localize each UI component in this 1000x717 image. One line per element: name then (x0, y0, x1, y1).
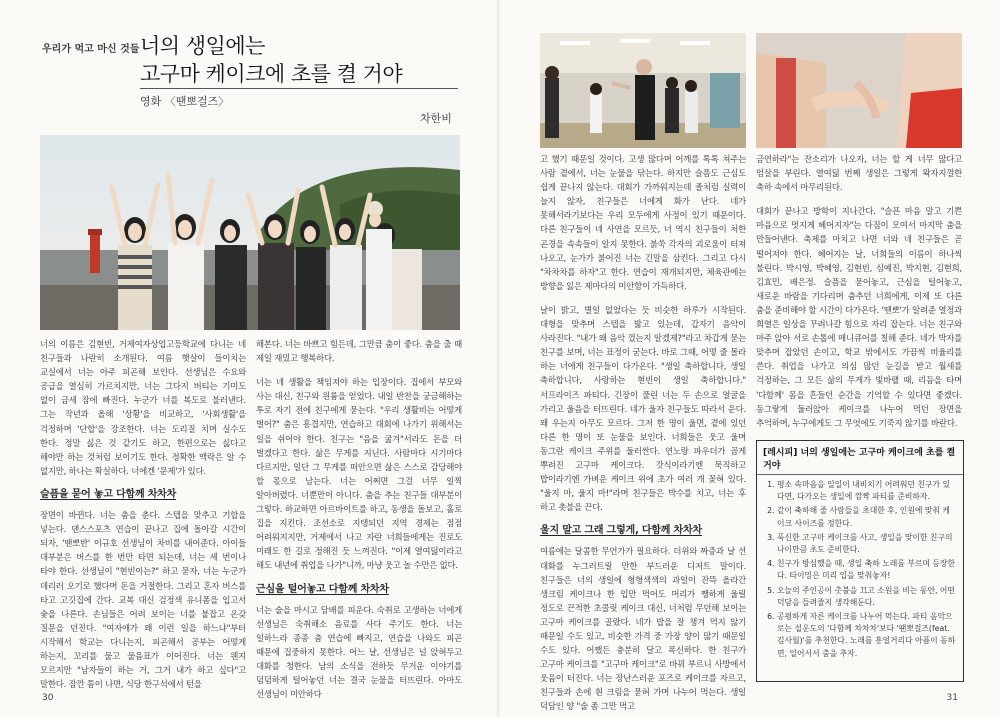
section-kicker: 우리가 먹고 마신 것들 (42, 44, 140, 55)
subheading: 슬픔을 묻어 놓고 다함께 차차차 (40, 488, 177, 500)
recipe-box (756, 440, 964, 682)
recipe-step: 5. 오늘의 주인공이 촛불을 끄고 소원을 비는 동안, 어떤 덕담을 들려줄지 생각해둔다. (777, 585, 957, 609)
group-photo (40, 135, 460, 330)
dancers-hands-photo (756, 33, 962, 148)
title-block (140, 32, 458, 88)
page-number: 30 (42, 693, 54, 703)
recipe-step: 1. 평소 속마음을 일일이 내비치기 어려워던 친구가 있다면, 다가오는 생일에 깜짝 파티를 준비하자. (777, 479, 957, 503)
paragraph: 너는 술을 마시고 담배를 피운다. 숙취로 고생하는 너에게 선생님은 숙취해소 음료를 사다 주기도 한다. 너는 일하느라 종종 춤 연습에 빠지고, 연습을 나와도 피곤 때문에 집중하지 못한다. 어느 날, 선생님은 널 앉혀두고 대화를 청한다. 남의 소식을 전하듯 무거운 이야기를 덤덤하게 털어놓던 너는 결국 눈물을 터뜨린다. 아마도 선생님이 미안하다 (256, 604, 462, 700)
paragraph: 장면이 바뀐다. 너는 춤을 춘다. 스텝을 맞추고 기합을 넣는다. 댄스스포츠 연습이 끝나고 집에 돌아갈 시간이 되자, '땐뽀반' 이규호 선생님이 차비를 내어준다. 아이들 대부분은 버스를 한 번만 타면 되는데, 너는 세 번이나 타야 한다. 선생님이 "현빈이는?" 하고 묻자, 너는 누군가 데리러 오기로 했다며 돈을 거절한다. 그리고 혼자 버스를 타고 고깃집에 간다. 교복 대신 검정색 유니폼을 입고서 숯을 나른다. 손님들은 어려 보이는 너를 붙잡고 온갖 질문을 던진다. "여자애가 왜 이런 일을 하느냐"부터 시작해서 학교는 다니는지, 피곤해서 공부는 어떻게 하는지, 꼬리를 물고 물음표가 이어진다. 너는 웬지 모르지만 "남자들이 하는 거, 그거 내가 하고 싶다"고 말한다. 잠깐 틈이 나면, 식당 한구석에서 턴을 (40, 510, 246, 690)
recipe-step: 2. 같이 축하해 줄 사람들을 초대한 후, 인원에 맞춰 케이크 사이즈를 정한다. (777, 505, 957, 529)
paragraph: 해본다. 너는 바쁘고 힘든데, 그만큼 춤이 좋다. 춤을 출 때 제일 재밌고 행복하다. (256, 339, 462, 364)
text-column-1 (40, 337, 246, 691)
subheading: 울지 말고 그래 그렇게, 다함께 차차차 (540, 525, 702, 537)
recipe-title: [레시피] 너의 생일에는 고구마 케이크에 초를 켤 거야 (757, 441, 963, 475)
title-rule (140, 88, 458, 89)
paragraph: 날이 밝고, 별일 없었다는 듯 비슷한 하루가 시작된다. 대형을 맞추며 스텝을 밟고 있는데, 갑자기 음악이 사라진다. "내가 왜 음악 껐는지 알겠제?"라고 차갑게 묻는 친구를 보며, 너는 표정이 굳는다. 바로 그때, 어떻 줄 몰라 하는 너에게 친구들이 다가온다. "생일 축하합니다, 생일 축하합니다, 사랑하는 현빈이 생일 축하합니다." 서프라이즈 파티다. 긴장이 풀린 너는 두 손으로 얼굴을 가리고 울음을 터뜨린다. 네가 울자 친구들도 따라서 운다. 왜 우는지 아무도 모르다. 그저 한 명이 울면, 곁에 있던 다른 한 명이 또 눈물을 보인다. 너희들은 웃고 울며 동그란 케이크 주위를 둘러싼다. 연노랑 파우더가 곱게 뿌려진 고구마 케이크다. 갓식이라기엔 묵직하고 밥이라기엔 가벼운 케이크 위에 초가 여러 개 꽂혀 있다. "울지 마, 울지 마!"라며 친구들은 박수를 치고, 너는 후 하고 촛불을 끈다. (540, 304, 746, 513)
recipe-step: 4. 친구가 방심했을 때, 생일 축하 노래를 부르며 등장한다. 타이밍은 미리 입을 맞춰놓자! (777, 558, 957, 582)
paragraph: 너의 이름은 김현빈, 거제여자상업고등학교에 다니는 네 친구들과 나란히 소개된다. 여름 햇살이 들이치는 교실에서 너는 아주 피곤해 보인다. 선생님은 수요와 공급을 열심히 가르치지만, 너는 그다지 버티는 기미도 없이 금세 잠에 빠진다. 누군가 너를 복도로 불러낸다. 그는 작년과 올해 '상황'을 비교하고, '사회생활'을 걱정하며 '단합'을 강조한다. 너는 도리질 치며 실수도 한다. 정말 싫은 것 같기도 하고, 한편으로는 싫다고 해야만 하는 것처럼 보이기도 한다. 정확한 맥락은 알 수 없지만, 하나는 확실하다. 너에겐 '문제'가 있다. (40, 339, 246, 476)
dance-practice-photo (540, 33, 746, 148)
recipe-list (757, 479, 963, 660)
text-column-4 (756, 152, 962, 430)
title-line-1: 너의 생일에는 (140, 34, 265, 58)
author-name: 차한비 (420, 112, 452, 125)
recipe-step: 6. 공평하게 자른 케이크를 나누어 먹는다. 파티 음악으로는 설운도의 '다함께 차차차'보다 '땐뽀걸즈(feat. 김사월)'를 추천한다. 노래를 흥얼거리다 아픔이 동하면, 일어서서 춤을 추자. (777, 611, 957, 660)
subheading: 근심을 털어놓고 다함께 차차차 (256, 583, 389, 595)
page-number: 31 (946, 693, 958, 703)
text-column-3 (540, 152, 746, 714)
paragraph: 고 했기 때문일 것이다. 고생 많다며 어깨를 톡톡 쳐주는 사람 곁에서, 너는 눈물을 닦는다. 하지만 슬픔도 근심도 쉽게 끝나지 않는다. 대회가 가까워지는데 졸처럼 실력이 늘지 않자, 친구들은 너에게 화가 난다. 네가 못해서라기보다는 우리 모두에게 사정이 있기 때문이다. 다른 친구들이 네 사연을 모르듯, 너 역시 친구들이 처한 곤경을 속속들이 알지 못한다. 붉쑥 각자의 괴로움이 터져 나오고, 눈가가 붉어진 너는 긴말을 삼킨다. 그리고 다시 "차차차를 하자"고 한다. 연습이 재개되지만, 체육관에는 방향을 잃은 제마다의 미안함이 가득하다. (540, 154, 746, 291)
text-column-2 (256, 337, 462, 701)
paragraph: 여름에는 달콤한 무언가가 필요하다. 더위와 짜증과 날 선 대화를 누그러트릴 만한 부드러운 디저트 말이다. 친구들은 너의 생일에 형형색색의 과일이 잔뜩 올라간 생크림 케이크나 한 입만 먹어도 머리가 쨍하게 울릴 정도로 끈적한 초콜릿 케이크 대신, 너처럼 무던해 보이는 고구마 케이크를 골랐다. 네가 밥을 잘 챙겨 먹지 않기 때문일 수도 있고, 비슷한 가격 중 가장 양이 많기 때문일 수도 있다. 어쨌든 충분히 달고 폭신하다. 한 친구가 고구마 케이크를 "고구마 케이크"로 바꿔 부르니 사방에서 웃음이 터진다. 너는 장난스러운 포즈로 케이크를 자르고, 친구들과 손에 흰 크림을 묻혀 가며 나누어 먹는다. 생일 덕담인 양 "술 좀 그만 먹고 (540, 546, 746, 712)
film-label: 영화 〈땐뽀걸즈〉 (140, 95, 230, 108)
right-page (500, 0, 1000, 717)
paragraph: 금연하라"는 잔소리가 나오자, 너는 할 게 너무 많다고 엄살을 부린다. 열여덟 번째 생일은 그렇게 왁자지껄한 축하 속에서 마무리된다. (756, 154, 962, 193)
article-title (140, 32, 458, 88)
recipe-step: 3. 푹신한 고구마 케이크를 사고, 생일을 맞이한 친구의 나이만큼 초도 준비한다. (777, 532, 957, 556)
paragraph: 너는 네 생활을 책임져야 하는 입장이다. 집에서 부모와 사는 대신, 친구와 원룸을 얻었다. 내일 반찬을 궁금해하는 투로 자기 전에 친구에게 묻는다. "우리 생활비는 어떻게 벌어?" 춤은 흥겹지만, 연습하고 대회에 나가기 위해서는 일을 쉬어야 한다. 친구는 "음을 굶겨"서라도 돈을 더 벌겠다고 한다. 삶은 무게를 지닌다. 사람마다 시기마다 다르지만, 일단 그 무게를 떠안으면 삶은 스스로 감당해야 할 몫으로 남는다. 너는 어쩌면 그걸 너무 일찍 알아버렸다. 너뿐만이 아니다. 춤을 추는 친구들 대부분이 그렇다. 하교하면 아르바이트를 하고, 동생을 돌보고, 홀로 집을 지킨다. 조선소로 지탱되던 지역 경제는 점점 어려워지지만, 거제에서 나고 자란 너희들에게는 진로도 미래도 한 길로 정해진 듯 느껴진다. "이제 열여덟이라고 해도 내년에 취업을 나가"니까, 마냥 웃고 놀 수만은 없다. (256, 377, 462, 571)
title-line-2: 고구마 케이크에 초를 켤 거야 (140, 62, 403, 86)
paragraph: 대회가 끝나고 방학이 지나간다. "슬픈 마음 말고 기쁜 마음으로 멋지게 헤어지자"는 다짐이 모여서 마지막 춤을 만들어낸다. 축제를 마치고 나면 너와 네 친구들은 곧 떨어져야 한다. 헤어지는 날, 너희들의 이름이 하나씩 불린다. 박시영, 박혜영, 김현빈, 심예진, 박지현, 김현희, 김효민, 배은정. 슬픔을 묻어놓고, 근심을 털어놓고, 새로운 바람을 기다리며 춤추던 너희에게, 이제 또 다른 춤을 준비해야 할 시간이 다가온다. '땐뽀'가 알려준 열정과 희열은 일상을 꾸려나갈 힘으로 자리 잡는다. 너는 친구와 마주 앉아 서로 손톱에 매니큐어를 칠해 준다. 네가 박자를 맞추며 잡았던 손이고, 학교 밖에서도 가끔씩 비율리를 쓴다. 취업을 나가고 의심 많던 눈길을 받고 월세를 걱정하는, 그 모든 삶의 무게가 빛바랠 때, 리듬을 타며 '다함께' 몸을 흔들던 순간을 기억할 수 있다면 좋겠다. 동그랗게 둘러앉아 케이크를 나누어 먹던 장면을 추억하며, 누구에게도 그 무엇에도 기죽지 않기를 바란다. (756, 206, 962, 428)
